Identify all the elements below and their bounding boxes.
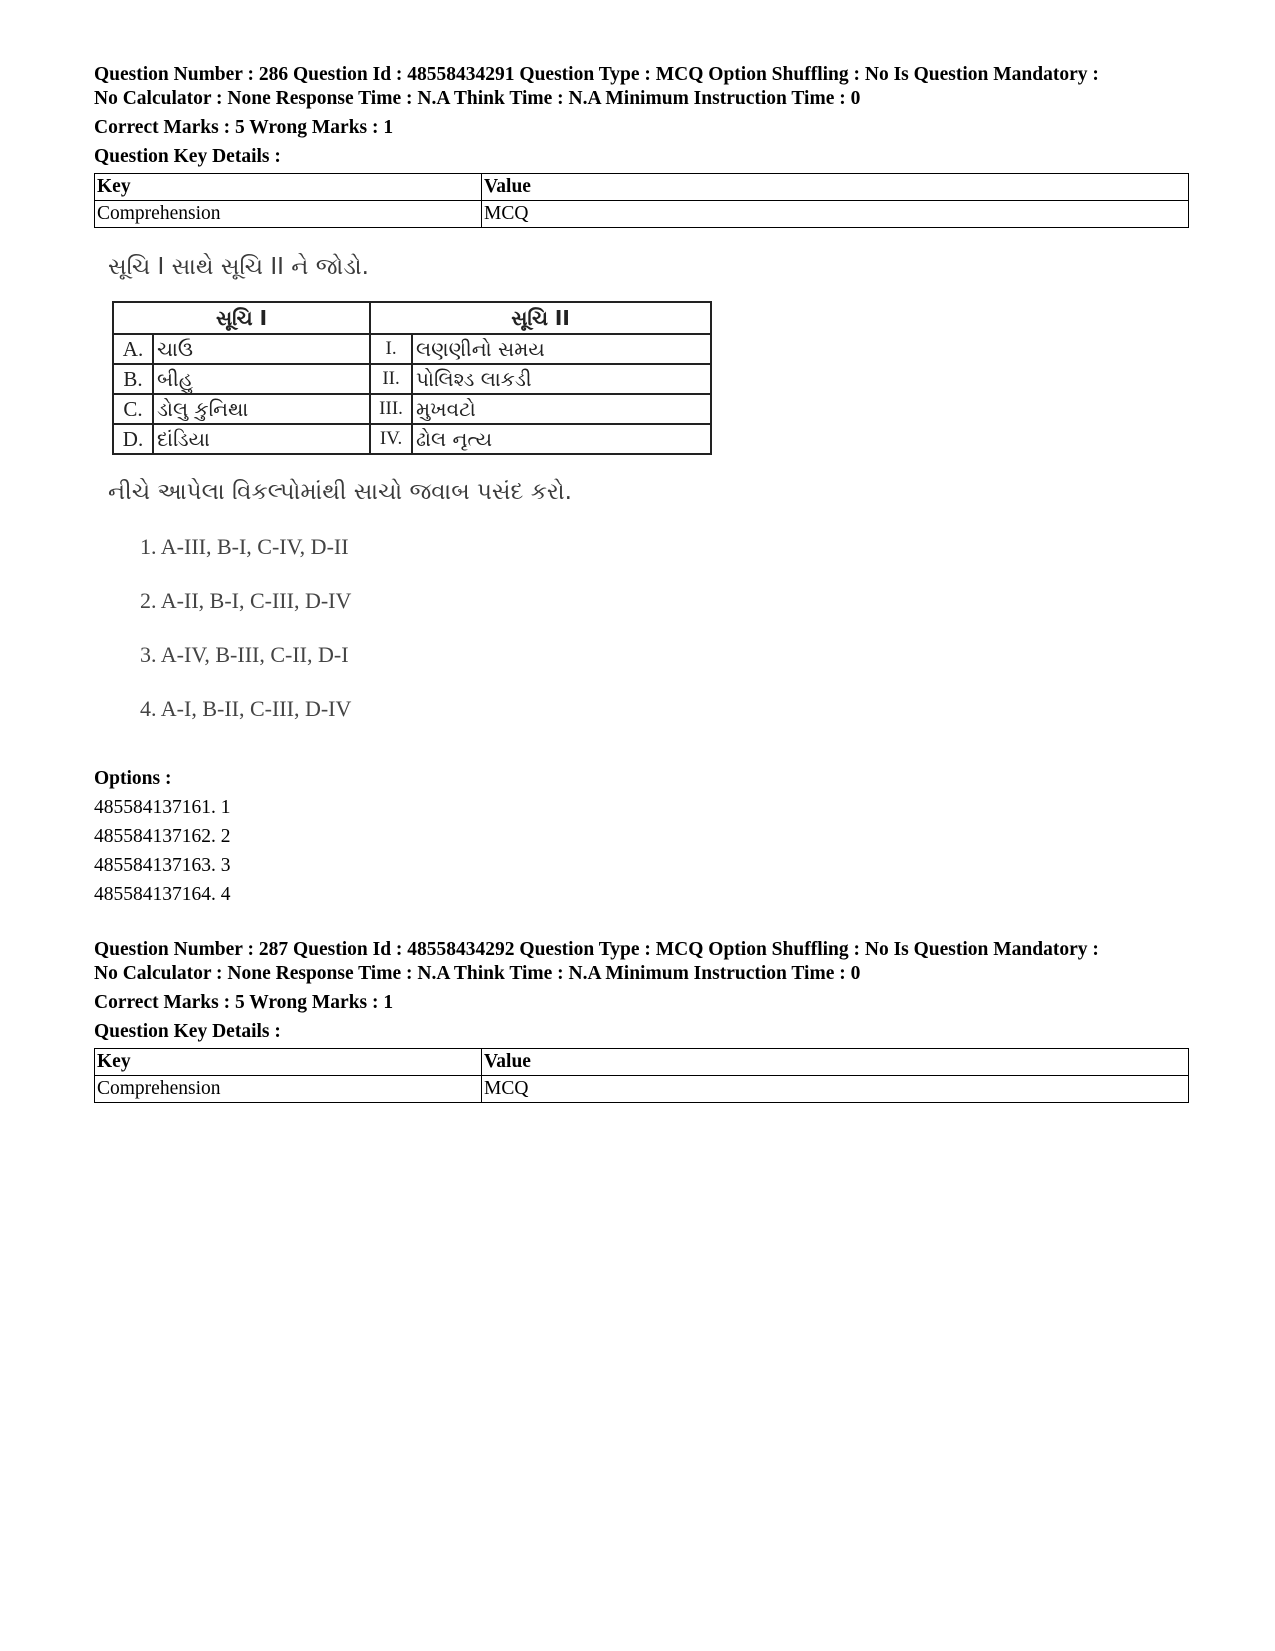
answer-choice: 3. A-IV, B-III, C-II, D-I [140, 642, 349, 667]
key-cell: Comprehension [95, 201, 482, 228]
match-table-row [113, 334, 711, 364]
value-cell: MCQ [482, 1076, 1189, 1103]
list-2-header: સૂચિ II [370, 302, 711, 334]
match-instruction: સૂચિ I સાથે સૂચિ II ને જોડો. [108, 254, 369, 280]
list-2-item: લણણીનો સમય [412, 334, 711, 364]
answer-choice: 4. A-I, B-II, C-III, D-IV [140, 696, 352, 721]
key-cell: Comprehension [95, 1076, 482, 1103]
list-1-header: સૂચિ I [113, 302, 370, 334]
question-287-header [94, 938, 1189, 1103]
value-cell: MCQ [482, 201, 1189, 228]
option-item: 485584137164. 4 [94, 884, 231, 905]
question-key-details-label: Question Key Details : [94, 1021, 281, 1042]
option-item: 485584137163. 3 [94, 855, 231, 876]
question-286-body [108, 250, 728, 748]
value-header-cell: Value [482, 1049, 1189, 1076]
key-table-row [95, 201, 1189, 228]
answer-choices [140, 532, 728, 748]
answer-instruction: નીચે આપેલા વિકલ્પોમાંથી સાચો જવાબ પસંદ કરો. [108, 479, 572, 505]
key-header-cell: Key [95, 1049, 482, 1076]
question-marks: Correct Marks : 5 Wrong Marks : 1 [94, 117, 394, 138]
list-1-label: D. [113, 424, 153, 454]
key-header-cell: Key [95, 174, 482, 201]
list-1-label: B. [113, 364, 153, 394]
list-1-item: ચાઉ [153, 334, 370, 364]
list-2-item: પોલિશ્ડ લાકડી [412, 364, 711, 394]
list-1-item: બીહુ [153, 364, 370, 394]
list-2-label: II. [370, 364, 412, 394]
list-2-label: I. [370, 334, 412, 364]
value-header-cell: Value [482, 174, 1189, 201]
list-1-item: દાંડિયા [153, 424, 370, 454]
question-key-table [94, 1048, 1189, 1103]
list-2-label: III. [370, 394, 412, 424]
match-table-header-row [113, 302, 711, 334]
match-table [112, 301, 712, 455]
list-1-label: A. [113, 334, 153, 364]
options-label: Options : [94, 768, 172, 789]
question-marks: Correct Marks : 5 Wrong Marks : 1 [94, 992, 394, 1013]
option-item: 485584137161. 1 [94, 797, 231, 818]
answer-choice: 2. A-II, B-I, C-III, D-IV [140, 588, 352, 613]
question-meta-line2: No Calculator : None Response Time : N.A Think Time : N.A Minimum Instruction Time : 0 [94, 963, 861, 984]
list-1-item: ડોલુ કુનિથા [153, 394, 370, 424]
question-meta-line1: Question Number : 287 Question Id : 48558434292 Question Type : MCQ Option Shuffling : No Is Question Mandatory : [94, 939, 1099, 960]
key-table-header-row [95, 174, 1189, 201]
question-286-options [94, 764, 231, 909]
match-table-row [113, 394, 711, 424]
question-key-table [94, 173, 1189, 228]
match-table-row [113, 424, 711, 454]
question-286-header [94, 63, 1189, 228]
question-meta-line1: Question Number : 286 Question Id : 48558434291 Question Type : MCQ Option Shuffling : No Is Question Mandatory : [94, 64, 1099, 85]
key-table-row [95, 1076, 1189, 1103]
list-2-item: મુખવટો [412, 394, 711, 424]
list-1-label: C. [113, 394, 153, 424]
option-item: 485584137162. 2 [94, 826, 231, 847]
key-table-header-row [95, 1049, 1189, 1076]
list-2-label: IV. [370, 424, 412, 454]
question-meta-line2: No Calculator : None Response Time : N.A Think Time : N.A Minimum Instruction Time : 0 [94, 88, 861, 109]
question-key-details-label: Question Key Details : [94, 146, 281, 167]
answer-choice: 1. A-III, B-I, C-IV, D-II [140, 534, 349, 559]
match-table-row [113, 364, 711, 394]
list-2-item: ઢોલ નૃત્ય [412, 424, 711, 454]
